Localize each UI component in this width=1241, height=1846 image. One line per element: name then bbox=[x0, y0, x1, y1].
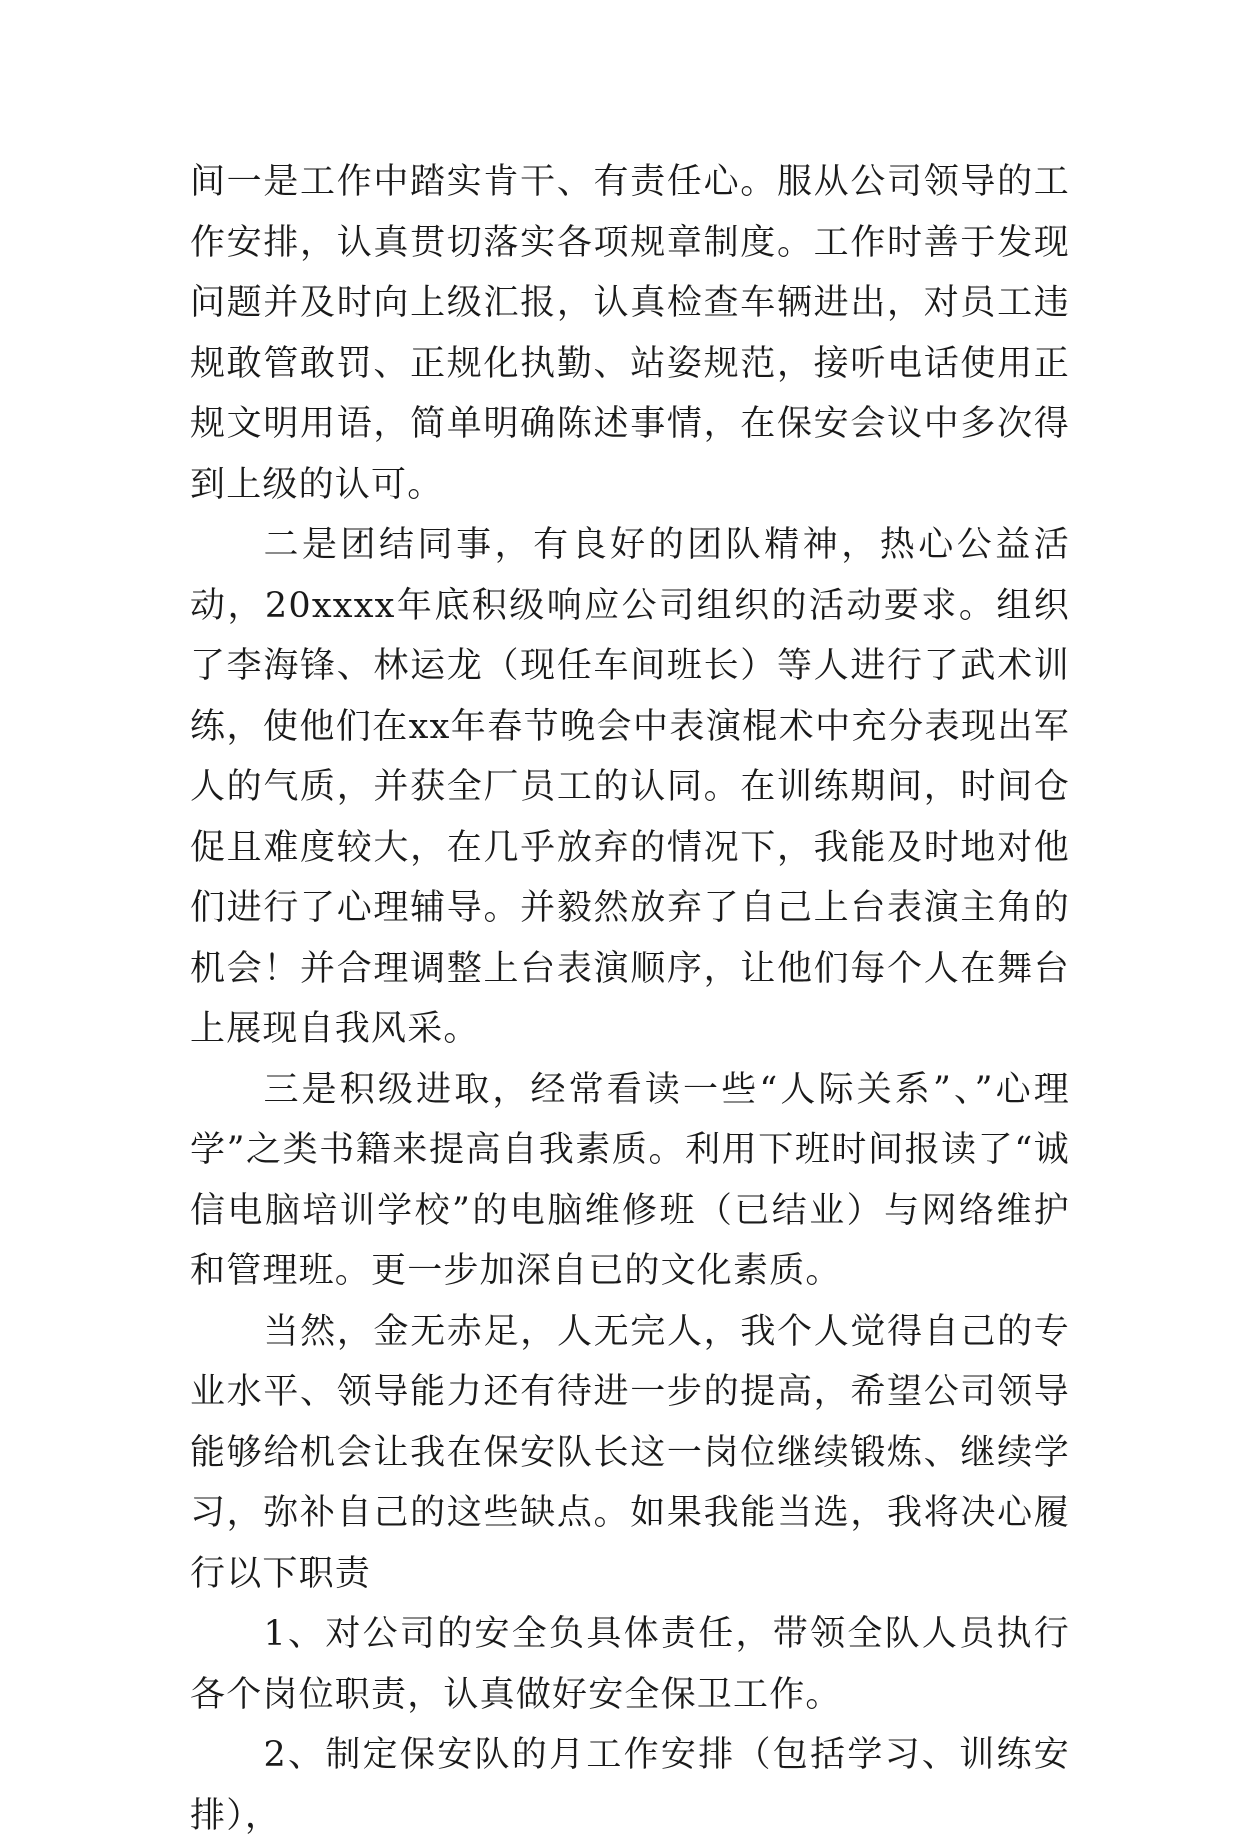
document-page bbox=[190, 152, 1070, 1846]
paragraph-1: 间一是工作中踏实肯干、有责任心。服从公司领导的工作安排，认真贯切落实各项规章制度。工作时善于发现问题并及时向上级汇报，认真检查车辆进出，对员工违规敢管敢罚、正规化执勤、站姿规范，接听电话使用正规文明用语，简单明确陈述事情，在保安会议中多次得到上级的认可。 bbox=[190, 162, 1070, 505]
paragraph-3: 三是积级进取，经常看读一些“人际关系”、”心理学”之类书籍来提高自我素质。利用下班时间报读了“诚信电脑培训学校”的电脑维修班（已结业）与网络维护和管理班。更一步加深自已的文化素质。 bbox=[190, 1069, 1070, 1291]
paragraph-4: 当然，金无赤足，人无完人，我个人觉得自己的专业水平、领导能力还有待进一步的提高，希望公司领导能够给机会让我在保安队长这一岗位继续锻炼、继续学习，弥补自己的这些缺点。如果我能当选，我将决心履行以下职责 bbox=[190, 1311, 1070, 1594]
paragraph-6: 2、制定保安队的月工作安排（包括学习、训练安排）， bbox=[190, 1735, 1070, 1836]
paragraph-2: 二是团结同事，有良好的团队精神，热心公益活动，20xxxx年底积级响应公司组织的活动要求。组织了李海锋、林运龙（现任车间班长）等人进行了武术训练，使他们在xx年春节晚会中表演棍术中充分表现出军人的气质，并获全厂员工的认同。在训练期间，时间仓促且难度较大，在几乎放弃的情况下，我能及时地对他们进行了心理辅导。并毅然放弃了自己上台表演主角的机会！并合理调整上台表演顺序，让他们每个人在舞台上展现自我风采。 bbox=[190, 525, 1070, 1049]
paragraph-5: 1、对公司的安全负具体责任，带领全队人员执行各个岗位职责，认真做好安全保卫工作。 bbox=[190, 1614, 1070, 1715]
